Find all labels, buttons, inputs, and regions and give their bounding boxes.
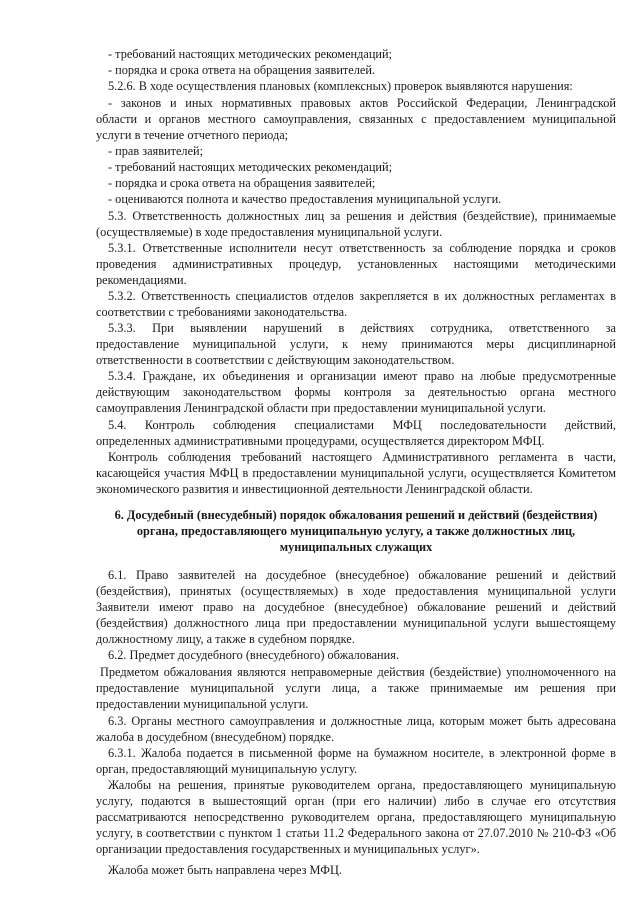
- text-line: - требований настоящих методических рекомендаций;: [108, 160, 393, 174]
- text-line: - требований настоящих методических рекомендаций;: [108, 47, 393, 61]
- text-line: 6.3.1. Жалоба подается в письменной форме на бумажном носителе, в электронной форме в: [108, 746, 616, 760]
- text-line: Жалобы на решения, принятые руководителем органа, предоставляющего муниципальную: [108, 778, 616, 792]
- text-line: жалоба в досудебном (внесудебном) порядке.: [96, 730, 335, 744]
- text-line: ответственности в соответствии с действующим законодательством.: [96, 353, 455, 367]
- text-line: (осуществляемые) в ходе предоставления муниципальной услуги.: [96, 225, 443, 239]
- text-line: определенных административными процедурами, осуществляется директором МФЦ.: [96, 434, 545, 448]
- section-heading: 6. Досудебный (внесудебный) порядок обжалования решений и действий (бездействия): [114, 508, 598, 522]
- text-line: - законов и иных нормативных правовых актов Российской Федерации, Ленинградской: [108, 96, 616, 110]
- text-line: Предметом обжалования являются неправомерные действия (бездействие) уполномоченного на: [100, 665, 616, 679]
- text-line: 5.3. Ответственность должностных лиц за решения и действия (бездействие), принимаемые: [108, 209, 616, 223]
- text-line: самоуправления Ленинградской области при предоставлении муниципальной услуги.: [96, 401, 546, 415]
- text-line: организации предоставления государственных и муниципальных услуг».: [96, 842, 480, 856]
- text-line: Контроль соблюдения требований настоящего Административного регламента в части,: [108, 450, 616, 464]
- text-line: 6.2. Предмет досудебного (внесудебного) обжалования.: [108, 648, 399, 662]
- text-line: 5.4. Контроль соблюдения специалистами МФЦ последовательности действий,: [108, 418, 616, 432]
- text-line: 5.3.4. Граждане, их объединения и организации имеют право на любые предусмотренные: [108, 369, 616, 383]
- text-line: 5.3.1. Ответственные исполнители несут ответственность за соблюдение порядка и сроков: [108, 241, 616, 255]
- text-line: - порядка и срока ответа на обращения заявителей.: [108, 63, 376, 77]
- text-line: должностному лицу, а также в судебном порядке.: [96, 632, 355, 646]
- text-line: предоставление муниципальной услуги, к нему принимаются меры дисциплинарной: [96, 337, 616, 351]
- text-line: рекомендациями.: [96, 273, 187, 287]
- text-line: 6.3. Органы местного самоуправления и должностные лица, которым может быть адресована: [108, 714, 616, 728]
- text-line: касающейся участия МФЦ в предоставлении муниципальной услуги, осуществляется Комитетом: [96, 466, 616, 480]
- text-line: проведения административных процедур, установленных настоящими методическими: [96, 257, 616, 271]
- text-line: услуги в течение отчетного периода;: [96, 128, 289, 142]
- text-line: (бездействия) должностного лица при предоставлении муниципальной услуги вышестоящему: [96, 616, 616, 630]
- text-line: экономического развития и инвестиционной деятельности Ленинградской области.: [96, 482, 533, 496]
- text-line: рассматриваются непосредственно руководителем органа, предоставляющего муниципальную: [96, 810, 616, 824]
- text-line: - порядка и срока ответа на обращения заявителей;: [108, 176, 376, 190]
- section-heading: органа, предоставляющего муниципальную услугу, а также должностных лиц,: [136, 524, 576, 538]
- text-line: Заявители имеют право на досудебное (внесудебное) обжалование решений и действий: [96, 600, 616, 614]
- text-line: - оцениваются полнота и качество предоставления муниципальной услуги.: [108, 192, 502, 206]
- text-line: предоставление муниципальной услуги лица, а также принимаемые им решения при: [96, 681, 616, 695]
- text-line: орган, предоставляющий муниципальную услугу.: [96, 762, 358, 776]
- text-line: - прав заявителей;: [108, 144, 204, 158]
- text-line: услугу, в соответствии с пунктом 1 статьи 11.2 Федерального закона от 27.07.2010 № 210-ФЗ «Об: [96, 826, 616, 840]
- text-line: 5.3.2. Ответственность специалистов отделов закрепляется в их должностных регламентах в: [108, 289, 616, 303]
- text-line: услугу, подаются в вышестоящий орган (при его наличии) либо в случае его отсутствия: [96, 794, 616, 808]
- text-line: Жалоба может быть направлена через МФЦ.: [108, 863, 342, 877]
- section-heading: муниципальных служащих: [279, 540, 433, 554]
- text-line: (бездействия), принятых (осуществляемых) в ходе предоставления муниципальной услуги: [96, 584, 616, 598]
- text-line: действующим законодательством формы контроля за деятельностью органа местного: [96, 385, 616, 399]
- text-line: 6.1. Право заявителей на досудебное (внесудебное) обжалование решений и действий: [108, 568, 616, 582]
- text-line: предоставлении муниципальной услуги.: [96, 697, 309, 711]
- text-line: соответствии с требованиями законодательства.: [96, 305, 348, 319]
- text-line: 5.2.6. В ходе осуществления плановых (комплексных) проверок выявляются нарушения:: [108, 79, 573, 93]
- text-line: области и органов местного самоуправления, связанных с предоставлением муниципальной: [96, 112, 616, 126]
- text-line: 5.3.3. При выявлении нарушений в действиях сотрудника, ответственного за: [108, 321, 616, 335]
